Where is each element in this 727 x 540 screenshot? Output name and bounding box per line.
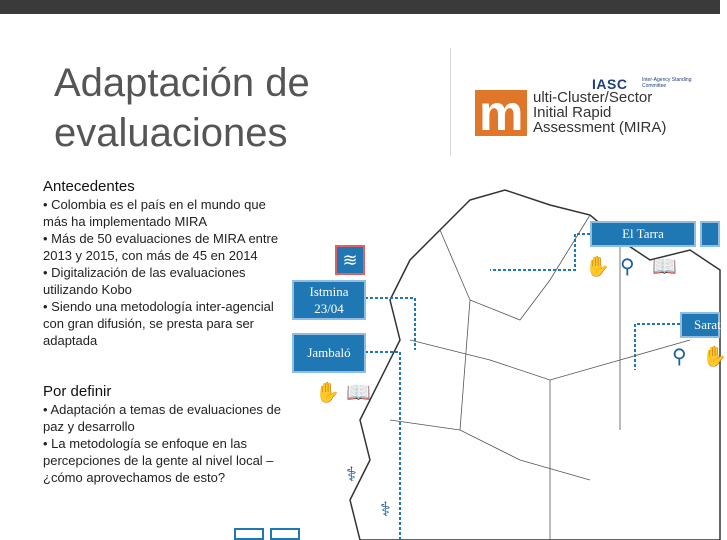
antecedentes-item: • Digitalización de las evaluaciones utilizando Kobo [43,265,246,297]
flood-icon: ≋ [335,245,365,275]
handshake-icon: ✋ [315,382,340,404]
book-icon: 📖 [652,256,677,278]
istmina-date: 23/04 [314,301,344,316]
label-partial [700,221,720,247]
label-el-tarra: El Tarra [590,221,696,247]
water-tap-icon: ⚲ [620,256,635,278]
iasc-subtitle: Inter-Agency Standing Committee [642,77,692,89]
por-definir-heading: Por definir [43,383,112,400]
por-definir-list [43,401,288,486]
por-definir-item: • La metodología se enfoque en las percepciones de la gente al nivel local – ¿cómo aprovechamos de esto? [43,436,274,485]
medical-icon: ⚕ [380,499,391,521]
medical-icon: ⚕ [346,464,357,486]
antecedentes-heading: Antecedentes [43,178,135,195]
istmina-name: Istmina [309,284,349,299]
antecedentes-list [43,196,288,349]
slide-title [54,58,414,158]
mira-text [533,90,666,135]
antecedentes-item: • Siendo una metodología inter-agencial con gran difusión, se presta para ser adaptada [43,299,274,348]
antecedentes-item: • Colombia es el país en el mundo que más ha implementado MIRA [43,197,266,229]
title-line-2: evaluaciones [54,111,288,155]
m-letter: m [479,85,524,141]
antecedentes-item: • Más de 50 evaluaciones de MIRA entre 2013 y 2015, con más de 45 en 2014 [43,231,279,263]
book-icon: 📖 [346,382,371,404]
por-definir-item: • Adaptación a temas de evaluaciones de paz y desarrollo [43,402,281,434]
mira-line-2: Initial Rapid [533,104,612,121]
mira-line-1: ulti-Cluster/Sector [533,89,653,106]
user-icon [270,528,300,540]
mira-logo [450,48,719,156]
top-bar [0,0,720,14]
handshake-icon: ✋ [585,256,610,278]
user-icon [234,528,264,540]
iasc-logo-text: IASC [592,76,628,92]
mira-m-mark [475,85,527,141]
handshake-icon: ✋ [702,346,727,368]
label-istmina [292,280,366,320]
title-line-1: Adaptación de [54,61,310,105]
label-sarat: Sarat [680,312,720,338]
mira-line-3: Assessment (MIRA) [533,119,667,136]
water-tap-icon: ⚲ [672,346,687,368]
label-jambalo: Jambaló [292,333,366,373]
